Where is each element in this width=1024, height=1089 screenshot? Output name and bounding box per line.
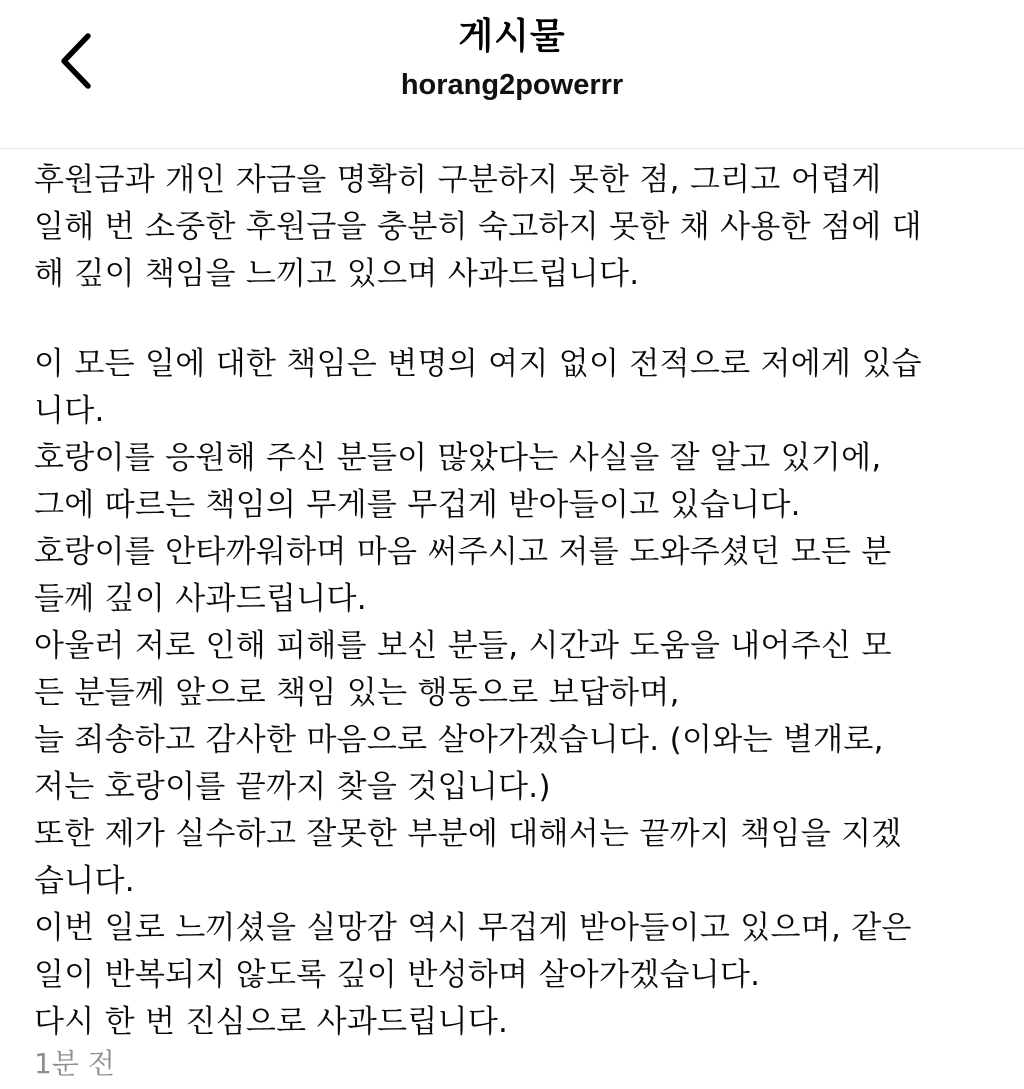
caption-paragraph <box>34 157 1004 298</box>
caption-line: 니다. <box>34 393 105 429</box>
post-timestamp: 1분 전 <box>34 1047 115 1080</box>
caption-line: 든 분들께 앞으로 책임 있는 행동으로 보답하며, <box>34 675 680 711</box>
caption-line: 호랑이를 안타까워하며 마음 써주시고 저를 도와주셨던 모든 분 <box>34 534 892 570</box>
caption-line: 저는 호랑이를 끝까지 찾을 것입니다.) <box>34 769 551 805</box>
caption-line: 일해 번 소중한 후원금을 충분히 숙고하지 못한 채 사용한 점에 대 <box>34 209 922 245</box>
post-caption <box>34 157 1004 1089</box>
caption-line: 해 깊이 책임을 느끼고 있으며 사과드립니다. <box>34 256 640 292</box>
caption-line: 들께 깊이 사과드립니다. <box>34 581 367 617</box>
caption-line: 일이 반복되지 않도록 깊이 반성하며 살아가겠습니다. <box>34 957 761 993</box>
caption-line: 후원금과 개인 자금을 명확히 구분하지 못한 점, 그리고 어렵게 <box>34 162 882 198</box>
caption-line: 다시 한 번 진심으로 사과드립니다. <box>34 1004 509 1040</box>
caption-line: 늘 죄송하고 감사한 마음으로 살아가겠습니다. (이와는 별개로, <box>34 722 884 758</box>
caption-line: 또한 제가 실수하고 잘못한 부분에 대해서는 끝까지 책임을 지겠 <box>34 816 902 852</box>
caption-line: 그에 따르는 책임의 무게를 무겁게 받아들이고 있습니다. <box>34 487 801 523</box>
post-author-username[interactable]: horang2powerrr <box>400 69 624 101</box>
caption-paragraph <box>34 341 1004 1046</box>
page-title: 게시물 <box>458 16 566 57</box>
header-bar <box>0 0 1024 149</box>
caption-line: 이번 일로 느끼셨을 실망감 역시 무겁게 받아들이고 있으며, 같은 <box>34 910 912 946</box>
caption-line: 이 모든 일에 대한 책임은 변명의 여지 없이 전적으로 저에게 있습 <box>34 346 922 382</box>
caption-line: 아울러 저로 인해 피해를 보신 분들, 시간과 도움을 내어주신 모 <box>34 628 892 664</box>
caption-line: 습니다. <box>34 863 135 899</box>
caption-line: 호랑이를 응원해 주신 분들이 많았다는 사실을 잘 알고 있기에, <box>34 440 882 476</box>
